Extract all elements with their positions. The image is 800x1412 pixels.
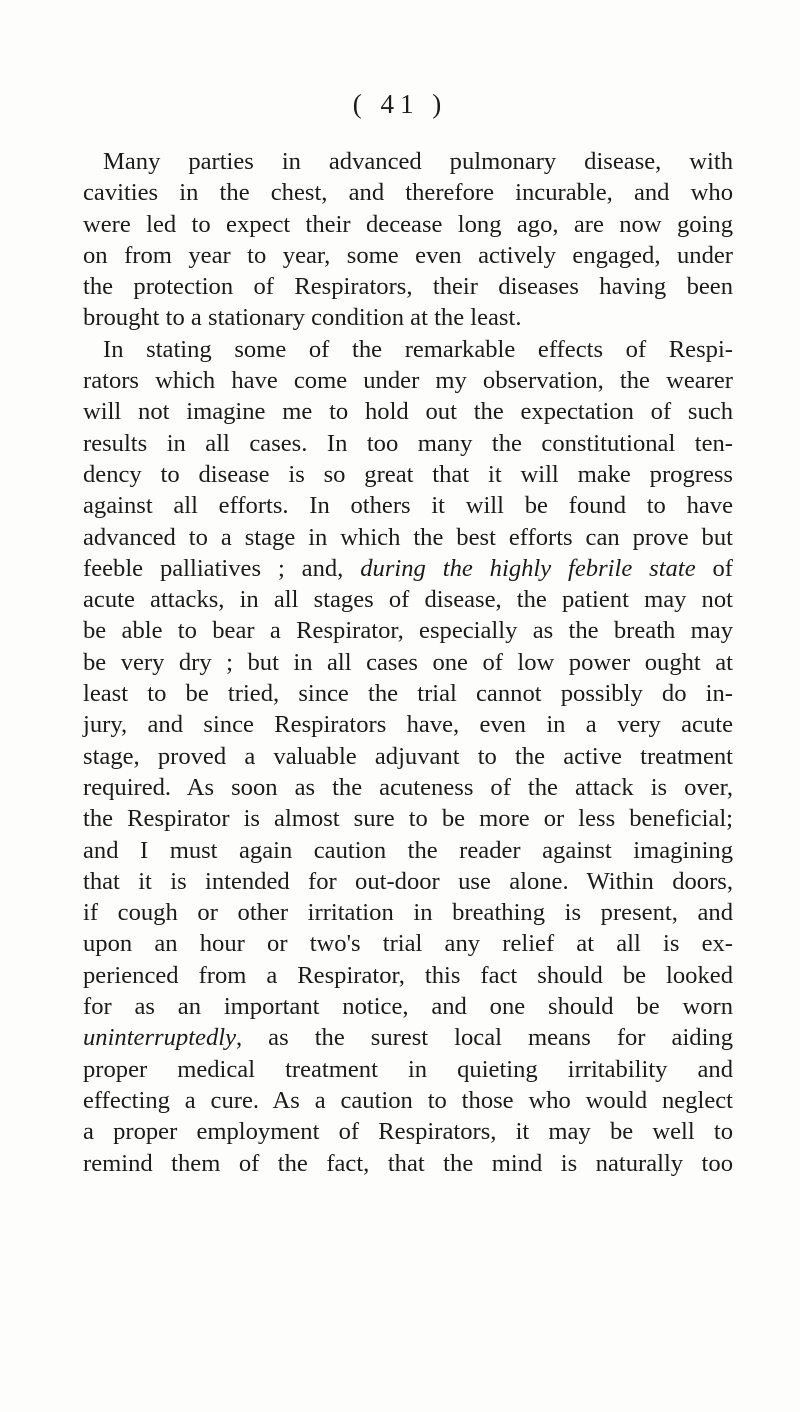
text-line: against all efforts. In others it will be found to have <box>83 492 733 520</box>
text-line: stage, proved a valuable adjuvant to the active treatment <box>83 742 733 770</box>
text-line: In stating some of the remarkable effects of Respi- <box>103 335 733 363</box>
text-line: be very dry ; but in all cases one of low power ought at <box>83 648 733 676</box>
text-run: , as the surest local means for aiding <box>236 1024 733 1052</box>
text-run: of <box>695 554 733 582</box>
text-line: perienced from a Respirator, this fact should be looked <box>83 961 733 989</box>
italic-phrase: during the highly febrile state <box>360 554 696 582</box>
text-line: proper medical treatment in quieting irritability and <box>83 1055 733 1083</box>
text-line: the Respirator is almost sure to be more or less beneficial; <box>83 805 733 833</box>
text-line-with-italic <box>63 1022 733 1053</box>
page-number: ( 41 ) <box>352 89 448 119</box>
text-line: for as an important notice, and one should be worn <box>83 993 733 1021</box>
body-text <box>63 146 733 1179</box>
text-line: cavities in the chest, and therefore incurable, and who <box>83 179 733 207</box>
paragraph-1 <box>63 146 733 334</box>
text-line-with-italic <box>63 553 733 584</box>
italic-phrase: uninterruptedly <box>83 1024 237 1052</box>
text-line: dency to disease is so great that it will make progress <box>83 460 733 488</box>
text-line: and I must again caution the reader against imagining <box>83 836 733 864</box>
text-line: will not imagine me to hold out the expectation of such <box>83 398 733 426</box>
text-line: were led to expect their decease long ago, are now going <box>83 210 733 238</box>
text-line: advanced to a stage in which the best efforts can prove but <box>83 523 733 551</box>
text-line: be able to bear a Respirator, especially as the breath may <box>83 617 733 645</box>
text-line: upon an hour or two's trial any relief at all is ex- <box>83 930 733 958</box>
text-line: on from year to year, some even actively engaged, under <box>83 241 733 269</box>
text-line: effecting a cure. As a caution to those who would neglect <box>83 1086 733 1114</box>
text-line: least to be tried, since the trial cannot possibly do in- <box>83 680 733 708</box>
text-run: feeble palliatives ; and, <box>83 554 361 582</box>
paragraph-2 <box>63 334 733 1179</box>
text-line: that it is intended for out-door use alone. Within doors, <box>83 867 733 895</box>
text-line: acute attacks, in all stages of disease, the patient may not <box>83 586 733 614</box>
text-line: required. As soon as the acuteness of the attack is over, <box>83 773 733 801</box>
text-line: jury, and since Respirators have, even in a very acute <box>83 711 733 739</box>
text-line: a proper employment of Respirators, it may be well to <box>83 1118 733 1146</box>
text-line: if cough or other irritation in breathing is present, and <box>83 899 733 927</box>
text-line: results in all cases. In too many the constitutional ten- <box>83 429 733 457</box>
text-line: remind them of the fact, that the mind is naturally too <box>83 1149 733 1177</box>
text-line: Many parties in advanced pulmonary disease, with <box>103 148 733 175</box>
text-line: rators which have come under my observation, the wearer <box>83 367 733 395</box>
text-line: the protection of Respirators, their diseases having been <box>83 273 733 301</box>
text-line: brought to a stationary condition at the least. <box>83 304 522 332</box>
